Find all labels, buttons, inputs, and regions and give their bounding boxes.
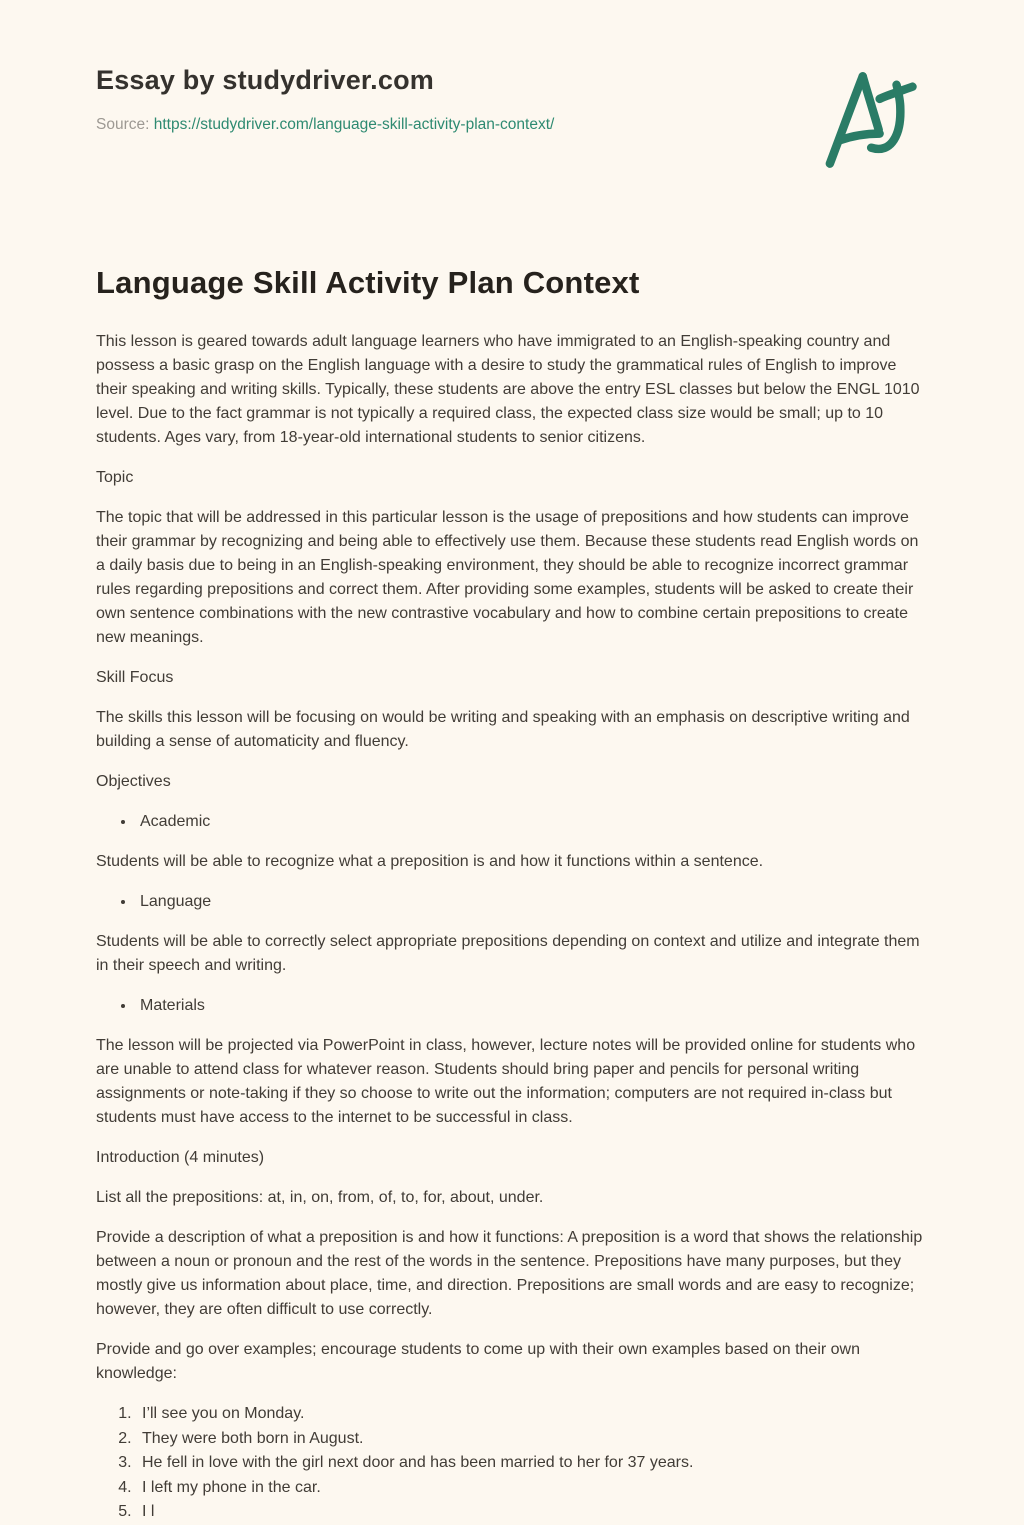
academic-paragraph: Students will be able to recognize what a preposition is and how it functions within a sentence. [96,853,764,870]
bullet-item-materials: • Materials [136,994,928,1018]
header-text-block [96,64,554,135]
topic-heading: Topic [96,469,134,486]
description-paragraph: Provide a description of what a preposition is and how it functions: A preposition is a word that shows the relationship between a noun or pronoun and the rest of the words in the sentence. Prepositions have many purposes, but they mostly give us information about place, time, and direction. Prepositions are small words and are easy to recognize; however, they are often difficult to use correctly. [96,1229,923,1318]
source-url-link[interactable]: https://studydriver.com/language-skill-activity-plan-context/ [153,116,555,133]
page-header [96,64,928,174]
bullet-item-language: • Language [136,890,928,914]
example-item: 4. I left my phone in the car. [136,1476,928,1501]
skill-focus-heading: Skill Focus [96,669,174,686]
bullet-item-academic: • Academic [136,810,928,834]
source-label: Source: [96,116,150,133]
essay-title: Language Skill Activity Plan Context [96,265,640,300]
example-item: 5. I l [136,1500,928,1525]
topic-paragraph: The topic that will be addressed in this particular lesson is the usage of prepositions and how students can improve their grammar by recognizing and being able to effectively use them. Because these students read English words on a daily basis due to being in an English-speaking environment, they should be able to recognize incorrect grammar rules regarding prepositions and correct them. After providing some examples, students will be asked to create their own sentence combinations with the new contrastive vocabulary and how to combine certain prepositions to create new meanings. [96,509,919,646]
source-line [96,115,554,135]
example-item: 2. They were both born in August. [136,1427,928,1452]
objective-bullet-language [120,890,928,914]
materials-paragraph: The lesson will be projected via PowerPoint in class, however, lecture notes will be provided online for students who are unable to attend class for whatever reason. Students should bring paper and pencils for personal writing assignments or note-taking if they so choose to write out the information; computers are not required in-class but students must have access to the internet to be successful in class. [96,1037,916,1126]
intro-paragraph: This lesson is geared towards adult language learners who have immigrated to an English-speaking country and possess a basic grasp on the English language with a desire to study the grammatical rules of English to improve their speaking and writing skills. Typically, these students are above the entry ESL classes but below the ENGL 1010 level. Due to the fact grammar is not typically a required class, the expected class size would be small; up to 10 students. Ages vary, from 18-year-old international students to senior citizens. [96,333,920,446]
essay-body [96,330,928,1525]
language-paragraph: Students will be able to correctly select appropriate prepositions depending on context and utilize and integrate them in their speech and writing. [96,933,920,974]
prepositions-paragraph: List all the prepositions: at, in, on, from, of, to, for, about, under. [96,1189,544,1206]
a-plus-logo-icon [822,66,926,174]
examples-lead-paragraph: Provide and go over examples; encourage students to come up with their own examples based on their own knowledge: [96,1341,860,1382]
examples-list [120,1402,928,1525]
example-item: 1. I’ll see you on Monday. [136,1402,928,1427]
objectives-heading: Objectives [96,773,171,790]
objective-bullet-academic [120,810,928,834]
site-title: Essay by studydriver.com [96,65,434,95]
objective-bullet-materials [120,994,928,1018]
introduction-heading: Introduction (4 minutes) [96,1149,265,1166]
skill-focus-paragraph: The skills this lesson will be focusing on would be writing and speaking with an emphasis on descriptive writing and building a sense of automaticity and fluency. [96,709,910,750]
example-item: 3. He fell in love with the girl next door and has been married to her for 37 years. [136,1451,928,1476]
